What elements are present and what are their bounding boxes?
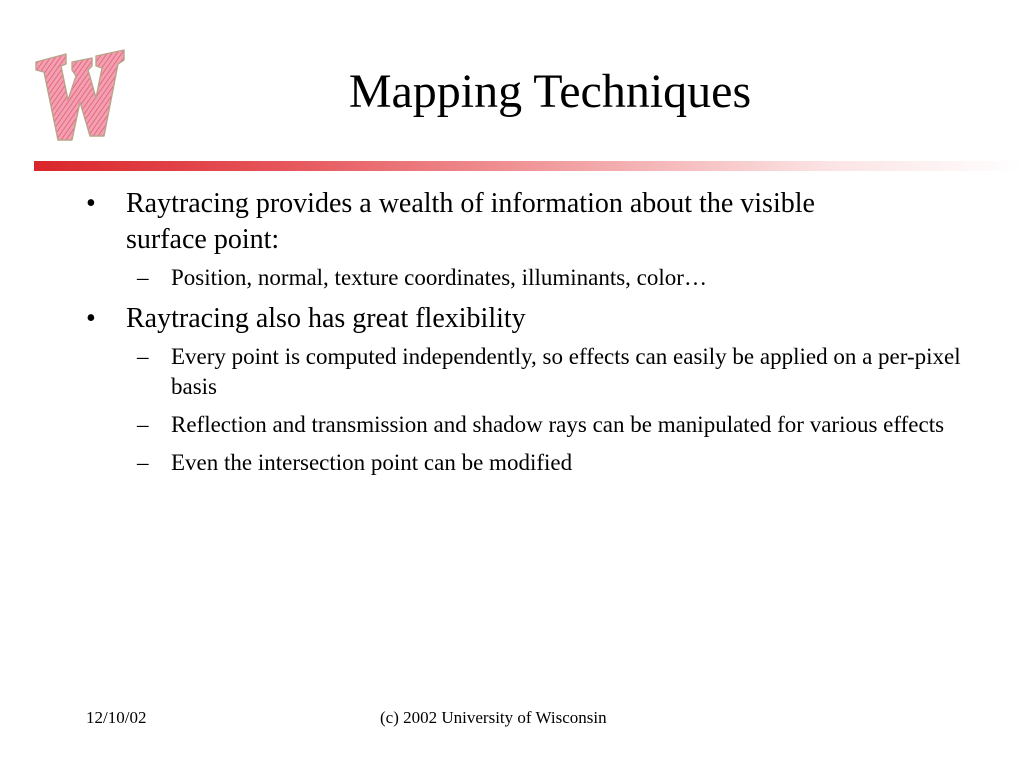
bullet-item xyxy=(86,301,896,337)
footer-date: 12/10/02 xyxy=(86,708,147,727)
slide-title: Mapping Techniques xyxy=(348,65,752,118)
sub-bullet-text: Every point is computed independently, so effects can easily be applied on a per-pixel basis xyxy=(171,344,961,399)
sub-bullet-item xyxy=(137,342,971,402)
slide-body xyxy=(0,186,1024,486)
sub-bullet-marker: – xyxy=(137,265,149,290)
sub-bullet-item xyxy=(137,448,971,478)
sub-bullet-marker: – xyxy=(137,344,149,369)
bullet-item xyxy=(86,186,896,258)
bullet-marker: • xyxy=(86,188,96,219)
sub-bullet-item xyxy=(137,263,971,293)
sub-bullet-text: Reflection and transmission and shadow rays can be manipulated for various effects xyxy=(171,412,945,437)
footer-copyright: (c) 2002 University of Wisconsin xyxy=(380,708,607,727)
bullet-marker: • xyxy=(86,303,96,334)
wisconsin-w-logo-icon xyxy=(28,40,132,144)
sub-bullet-item xyxy=(137,410,971,440)
sub-bullet-text: Position, normal, texture coordinates, illuminants, color… xyxy=(171,265,707,290)
sub-bullet-marker: – xyxy=(137,450,149,475)
bullet-text: Raytracing also has great flexibility xyxy=(126,303,526,334)
bullet-text: Raytracing provides a wealth of information about the visible surface point: xyxy=(126,188,815,255)
title-divider xyxy=(34,161,1024,171)
sub-bullet-marker: – xyxy=(137,412,149,437)
sub-bullet-text: Even the intersection point can be modified xyxy=(171,450,573,475)
